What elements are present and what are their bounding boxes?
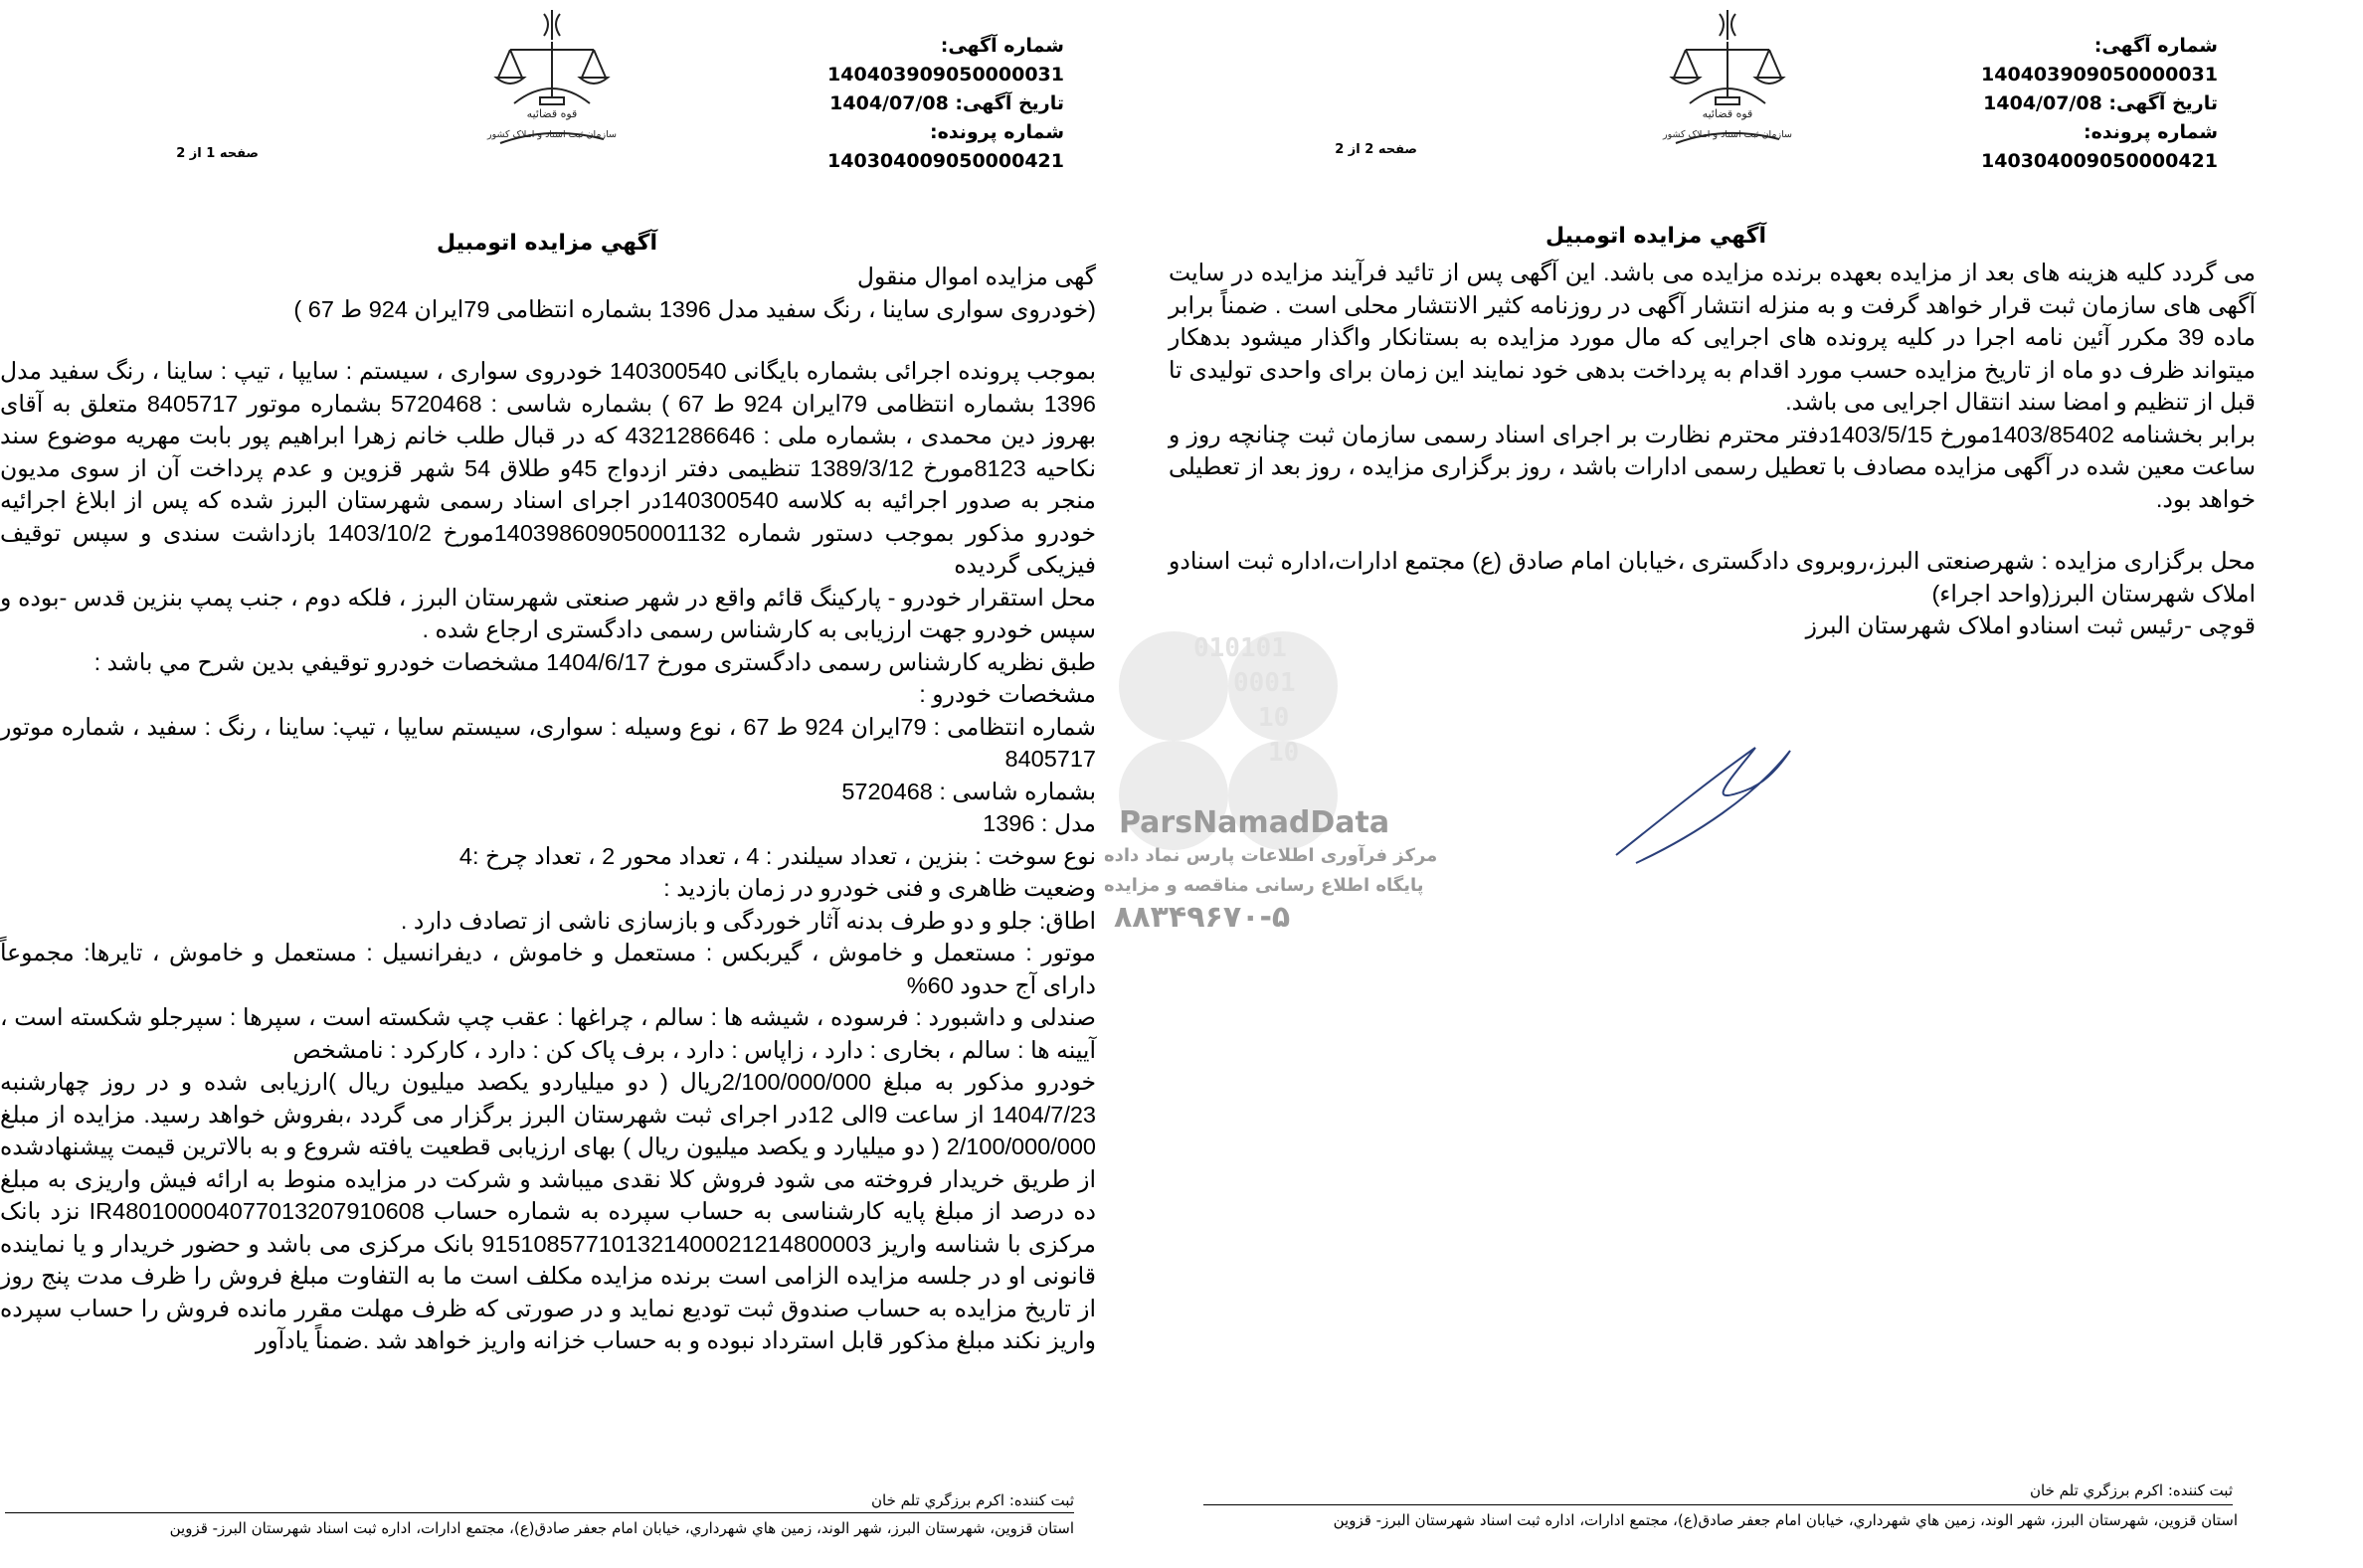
notice-paragraph: طبق نظریه کارشناس رسمی دادگستری مورخ 1404/6/17 مشخصات خودرو توقيفي بدين شرح مي باشد : [93,648,1096,675]
registrar [636,1491,1074,1509]
notice-body [0,261,1096,1357]
notice-number-row [706,32,1064,89]
registrar-name: اکرم برزگري تلم خان [2030,1481,2164,1499]
judiciary-emblem-icon [1658,6,1797,150]
svg-text:010101: 010101 [1193,633,1287,663]
judiciary-emblem-icon [482,6,622,150]
registrar-label: ثبت كننده: [2167,1481,2233,1499]
watermark-phone: ۸۸۳۴۹۶۷۰-۵ [1114,900,1291,935]
notice-paragraph: می گردد کلیه هزینه های بعد از مزایده بعهده برنده مزایده می باشد. این آگهی پس از تائید فرآیند مزایده در سایت آگهی های سازمان ثبت قرار خواهد گرفت و به منزله انتشار آگهی در روزنامه کثیر الانتشار محلی است . ضمناً برابر ماده 39 مکرر آئین نامه اجرا در کلیه پرونده های اجرایی که مال مورد مزایده به بستانکار واگذار میشود بدهکار میتواند ظرف دو ماه از تاریخ مزایده حسب مورد اقدام به پرداخت بدهی خود نمایند این زمان برای واحدی تولیدی تا قبل از تنظیم و امضا سند انتقال اجرایی می باشد. [1169,260,2256,415]
notice-paragraph: (خودروی سواری ساینا ، رنگ سفید مدل 1396 بشماره انتظامی 79ایران 924 ط 67 ) [293,295,1096,322]
notice-paragraph: گهی مزایده اموال منقول [856,263,1096,289]
notice-meta [706,32,1064,176]
registrar-name: اکرم برزگري تلم خان [871,1491,1005,1509]
svg-text:10: 10 [1268,738,1300,768]
page-number: صفحه 2 از 2 [1335,142,1417,157]
notice-date: 1404/07/08 [829,92,949,114]
notice-paragraph: بشماره شاسی : 5720468 [841,778,1096,804]
notice-paragraph: مشخصات خودرو : [919,681,1096,707]
emblem-caption-top: قوه قضائیه [526,107,578,120]
svg-text:10: 10 [1258,703,1290,733]
notice-body [1169,257,2256,642]
handwritten-signature-icon [1606,736,1825,875]
notice-number: 140403909050000031 [1981,64,2218,86]
emblem-caption-top: قوه قضائیه [1702,107,1753,120]
emblem-caption-bottom: سازمان ثبت اسناد و املاک کشور [487,129,617,140]
notice-paragraph: محل استقرار خودرو - پارکینگ قائم واقع در شهر صنعتی شهرستان البرز ، فلکه دوم ، جنب پمپ بنزین قدس -بوده و سپس خودرو جهت ارزیابی به کارشناس رسمی دادگستری ارجاع شده . [0,584,1096,642]
notice-paragraph: وضعیت ظاهری و فنی خودرو در زمان بازدید : [663,875,1096,901]
notice-paragraph: شماره انتظامی : 79ایران 924 ط 67 ، نوع وسیله : سواری، سیستم سایپا ، تیپ: ساینا ، رنگ : سفید ، شماره موتور 8405717 [0,713,1096,772]
notice-paragraph: برابر بخشنامه 1403/85402مورخ 1403/5/15دفتر محترم نظارت بر اجرای اسناد رسمی سازمان ثبت چنانچه روز و ساعت معین شده در آگهی مزایده مصادف با تعطیل رسمی ادارات باشد ، روز برگزاری مزایده ، روز بعد از تعطیلی خواهد بود. [1169,421,2256,512]
notice-date-row [706,89,1064,118]
notice-title: آگهي مزايده اتومبيل [436,231,658,256]
footer-address: استان قزوين، شهرستان البرز، شهر الوند، زمين هاي شهرداري، خيابان امام جعفر صادق(ع)، مجتمع ادارات، اداره ثبت اسناد شهرستان البرز- قزوين [1333,1511,2238,1529]
case-number: 140304009050000421 [1981,150,2218,172]
notice-number-label: شماره آگهی: [2093,35,2218,57]
watermark-brand: ParsNamadData [1119,805,1390,840]
notice-date-label: تاریخ آگهی: [955,92,1064,114]
notice-paragraph: بموجب پرونده اجرائی بشماره بایگانی 140300540 خودروی سواری ، سیستم : سایپا ، تیپ : ساینا ، رنگ سفید مدل 1396 بشماره انتظامی 79ایران 924 ط 67 ) بشماره شاسی : 5720468 بشماره موتور 8405717 متعلق به آقای بهروز دین محمدی ، بشماره ملی : 4321286646 که در قبال طلب خانم زهرا ابراهیم پور بابت مهریه موضوع سند نکاحیه 8123مورخ 1389/3/12 تنظیمی دفتر ازدواج 45و طلاق 54 شهر قزوین و عدم پرداخت آن از سوی مدیون منجر به صدور اجرائیه به کلاسه 140300540در اجرای اسناد رسمی شهرستان البرز شده که پس از ابلاغ اجرائیه خودرو مذکور بموجب دستور شماره 140398609050001132مورخ 1403/10/2 بازداشت سندی و سپس توقیف فیزیکی گردیده [0,358,1097,578]
notice-paragraph: صندلی و داشبورد : فرسوده ، شیشه ها : سالم ، چراغها : عقب چپ شکسته است ، سپرها : سپرجلو شکسته است ، آیینه ها : سالم ، بخاری : دارد ، زاپاس : دارد ، برف پاک کن : دارد ، کارکرد : نامشخص [0,1004,1096,1063]
notice-paragraph: اطاق: جلو و دو طرف بدنه آثار خوردگی و بازسازی ناشی از تصادف دارد . [400,907,1096,934]
notice-paragraph: نوع سوخت : بنزین ، تعداد سیلندر : 4 ، تعداد محور 2 ، تعداد چرخ :4 [458,842,1096,869]
notice-paragraph [1169,515,2256,545]
notice-title: آگهي مزايده اتومبيل [1545,224,1767,249]
notice-date: 1404/07/08 [1983,92,2102,114]
notice-number-label: شماره آگهی: [940,35,1064,57]
notice-number-row [1860,32,2218,89]
registrar [1726,1481,2233,1499]
notice-date-label: تاریخ آگهی: [2108,92,2218,114]
notice-paragraph: موتور : مستعمل و خاموش ، گیربکس : مستعمل و خاموش ، دیفرانسیل : مستعمل و خاموش ، تایرها: مجموعاً دارای آج حدود 60% [0,940,1096,998]
notice-meta [1860,32,2218,176]
notice-number: 140403909050000031 [827,64,1064,86]
svg-text:0001: 0001 [1233,668,1296,698]
case-number: 140304009050000421 [827,150,1064,172]
watermark-line1: مرکز فرآوری اطلاعات پارس نماد داده [1104,845,1438,866]
watermark-line2: پایگاه اطلاع رسانی مناقصه و مزایده [1104,875,1424,896]
footer-divider [1203,1504,2233,1505]
notice-date-row [1860,89,2218,118]
notice-paragraph: محل برگزاری مزایده : شهرصنعتی البرز،روبروی دادگستری ،خیابان امام صادق (ع) مجتمع ادارات،اداره ثبت اسنادو املاک شهرستان البرز(واحد اجراء) [1169,548,2256,607]
footer-divider [5,1512,1074,1513]
case-number-row [706,118,1064,176]
emblem-caption-bottom: سازمان ثبت اسناد و املاک کشور [1663,129,1792,140]
registrar-label: ثبت كننده: [1008,1491,1074,1509]
footer-address: استان قزوين، شهرستان البرز، شهر الوند، زمين هاي شهرداري، خيابان امام جعفر صادق(ع)، مجتمع ادارات، اداره ثبت اسناد شهرستان البرز- قزوين [169,1519,1074,1537]
case-number-label: شماره پرونده: [2083,121,2218,143]
notice-paragraph: مدل : 1396 [983,810,1096,836]
page-number: صفحه 1 از 2 [176,146,259,161]
notice-paragraph: خودرو مذکور به مبلغ 2/100/000/000ریال ( دو میلیاردو یکصد میلیون ریال )ارزیابی شده و در روز چهارشنبه 1404/7/23 از ساعت 9الی 12در اجرای ثبت شهرستان البرز برگزار می گردد ،بفروش خواهد رسید. مزایده از مبلغ 2/100/000/000 ( دو میلیارد و یکصد میلیون ریال ) بهای ارزیابی قطعیت یافته شروع و به بالاترین قیمت پیشنهادشده از طریق خریدار فروخته می شود فروش کلا نقدی میباشد و شرکت در مزایده منوط به ارائه فیش واریزی به مبلغ ده درصد از مبلغ پایه کارشناسی به حساب سپرده به شماره حساب IR480100004077013207910608 نزد بانک مرکزی با شناسه واریز 915108577101321400021214800003 بانک مرکزی می باشد و حضور خریدار و یا نماینده قانونی او در جلسه مزایده الزامی است برنده مزایده مکلف است ما به التفاوت مبلغ فروش را ظرف مدت پنج روز از تاریخ مزایده به حساب صندوق ثبت تودیع نماید و در صورتی که ظرف مهلت مقرر مانده فروش را حساب سپرده واریز نکند مبلغ مذکور قابل استرداد نبوده و به حساب خزانه واریز خواهد شد .ضمناً یادآور [0,1069,1096,1353]
case-number-row [1860,118,2218,176]
case-number-label: شماره پرونده: [929,121,1064,143]
notice-page-1 [0,0,1104,1568]
notice-paragraph: قوچی -رئیس ثبت اسنادو املاک شهرستان البرز [1805,612,2256,638]
notice-paragraph [0,325,1096,355]
